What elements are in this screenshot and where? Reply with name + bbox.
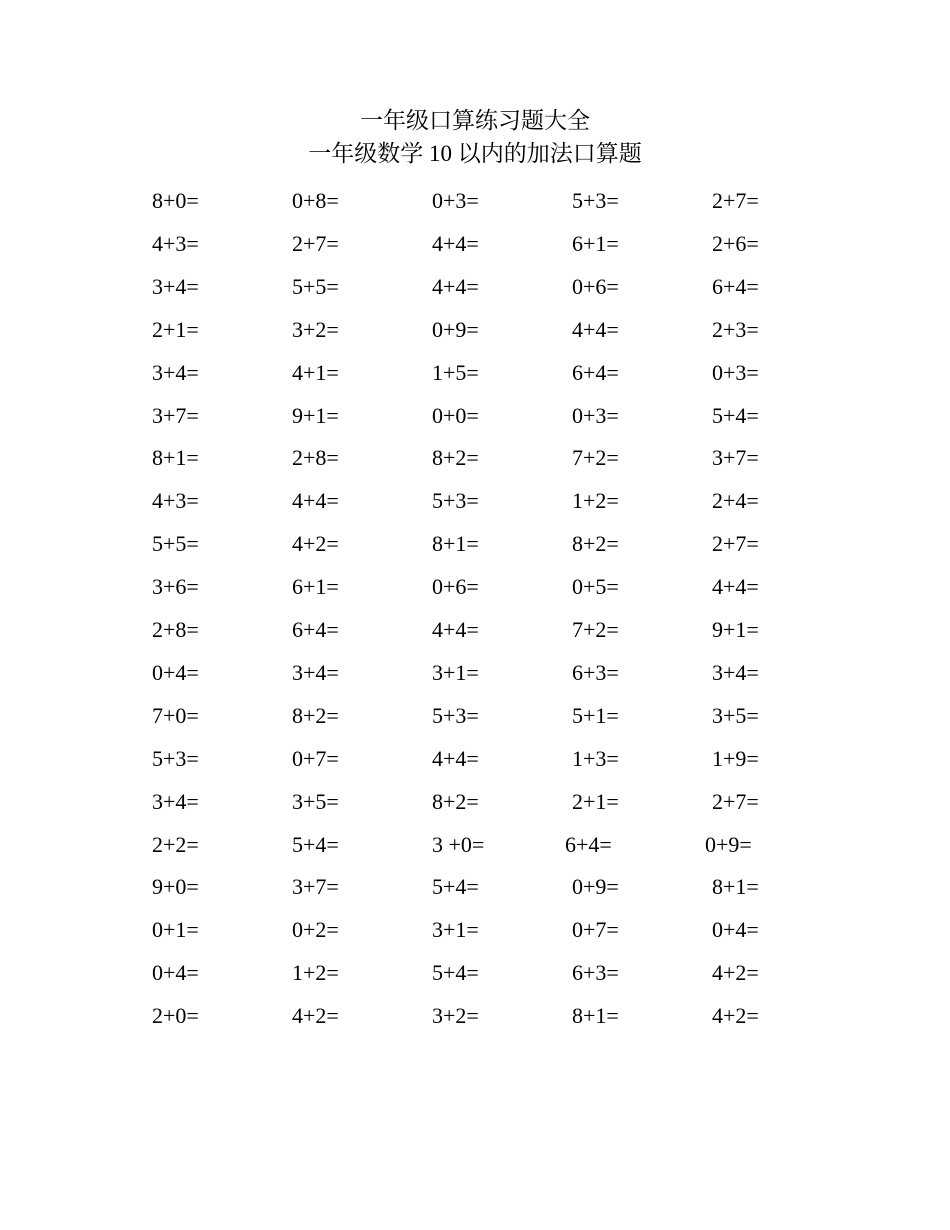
problem-item: 7+2=	[572, 617, 619, 642]
problem-item: 3+4=	[152, 359, 199, 385]
problem-item: 4+4=	[292, 488, 339, 514]
problem-item: 6+3=	[572, 960, 619, 986]
problem-item: 4+4=	[432, 745, 479, 771]
problem-item: 3+1=	[432, 917, 479, 943]
problem-item: 2+7=	[712, 788, 759, 814]
problem-item: 7+0=	[152, 702, 199, 728]
problem-item: 0+6=	[572, 273, 619, 299]
problem-item: 4+4=	[432, 617, 479, 642]
problem-item: 6+3=	[572, 659, 619, 685]
problem-item: 4+3=	[152, 488, 199, 514]
problem-item: 8+2=	[432, 788, 479, 814]
problem-item: 4+4=	[432, 230, 479, 256]
problem-item: 5+1=	[572, 702, 619, 728]
problem-item: 2+2=	[152, 831, 199, 857]
problem-item: 2+0=	[152, 1003, 199, 1029]
problem-item: 4+2=	[292, 1003, 339, 1029]
problem-item: 4+2=	[712, 960, 759, 986]
problem-item: 2+8=	[152, 617, 199, 642]
problem-item: 0+4=	[152, 960, 199, 986]
problem-item: 5+3=	[432, 702, 479, 728]
problem-item: 3+7=	[712, 445, 759, 471]
problem-item: 0+4=	[712, 917, 759, 943]
problem-item: 0+1=	[152, 917, 199, 943]
problem-item: 2+3=	[712, 316, 759, 342]
problem-item: 0+7=	[572, 917, 619, 943]
problem-item: 6+1=	[292, 574, 339, 600]
problem-item: 1+3=	[572, 745, 619, 771]
problem-item: 3+5=	[712, 702, 759, 728]
problem-item: 8+0=	[152, 188, 199, 213]
problem-item: 0+7=	[292, 745, 339, 771]
problem-item: 0+3=	[572, 402, 619, 428]
problem-item: 4+2=	[712, 1003, 759, 1029]
problem-item: 5+4=	[432, 874, 479, 900]
problem-item: 3+7=	[152, 402, 199, 428]
problem-item: 0+5=	[572, 574, 619, 600]
page-title: 一年级口算练习题大全	[360, 108, 590, 133]
problem-item: 8+1=	[712, 874, 759, 900]
problem-item: 2+7=	[712, 531, 759, 557]
problem-item: 3+7=	[292, 874, 339, 900]
problem-item: 3+2=	[432, 1003, 479, 1029]
problem-item: 8+2=	[572, 531, 619, 557]
page-subtitle: 一年级数学 10 以内的加法口算题	[308, 141, 642, 166]
problem-item: 4+4=	[432, 273, 479, 299]
problem-item: 6+4=	[565, 831, 612, 857]
problem-item: 5+5=	[152, 531, 199, 557]
problem-item: 5+5=	[292, 273, 339, 299]
problem-item: 0+8=	[292, 188, 339, 213]
problem-item: 0+6=	[432, 574, 479, 600]
problem-item: 6+4=	[292, 617, 339, 642]
problem-item: 8+1=	[572, 1003, 619, 1029]
problem-item: 4+4=	[712, 574, 759, 600]
problem-item: 3+4=	[712, 659, 759, 685]
problem-item: 1+2=	[572, 488, 619, 514]
problem-item: 9+1=	[712, 617, 759, 642]
problem-item: 3+4=	[152, 273, 199, 299]
problem-item: 4+2=	[292, 531, 339, 557]
problem-item: 3+5=	[292, 788, 339, 814]
problem-item: 2+4=	[712, 488, 759, 514]
problem-item: 3+1=	[432, 659, 479, 685]
problem-item: 5+4=	[292, 831, 339, 857]
problem-item: 4+4=	[572, 316, 619, 342]
problem-item: 6+1=	[572, 230, 619, 256]
problem-item: 8+1=	[152, 445, 199, 471]
problem-item: 2+1=	[152, 316, 199, 342]
problem-item: 1+9=	[712, 745, 759, 771]
problem-item: 0+0=	[432, 402, 479, 428]
problem-item: 5+4=	[712, 402, 759, 428]
problem-item: 0+9=	[705, 831, 752, 857]
problem-item: 7+2=	[572, 445, 619, 471]
problem-item: 8+1=	[432, 531, 479, 557]
problem-item: 3+6=	[152, 574, 199, 600]
problem-item: 3+2=	[292, 316, 339, 342]
problem-item: 1+5=	[432, 359, 479, 385]
problem-item: 5+4=	[432, 960, 479, 986]
problem-item: 6+4=	[572, 359, 619, 385]
problem-item: 2+7=	[712, 188, 759, 213]
problem-item: 3 +0=	[432, 831, 485, 857]
problem-item: 5+3=	[572, 188, 619, 213]
problem-item: 6+4=	[712, 273, 759, 299]
problem-item: 2+1=	[572, 788, 619, 814]
problem-item: 2+7=	[292, 230, 339, 256]
problem-item: 5+3=	[432, 488, 479, 514]
problem-item: 8+2=	[432, 445, 479, 471]
problem-item: 0+2=	[292, 917, 339, 943]
problem-item: 0+9=	[572, 874, 619, 900]
problem-item: 4+3=	[152, 230, 199, 256]
problem-item: 0+4=	[152, 659, 199, 685]
problem-item: 3+4=	[292, 659, 339, 685]
problem-item: 4+1=	[292, 359, 339, 385]
problem-item: 2+8=	[292, 445, 339, 471]
problem-item: 3+4=	[152, 788, 199, 814]
problem-item: 8+2=	[292, 702, 339, 728]
problem-item: 9+0=	[152, 874, 199, 900]
problem-item: 0+3=	[432, 188, 479, 213]
problem-item: 0+9=	[432, 316, 479, 342]
problem-item: 5+3=	[152, 745, 199, 771]
problem-item: 1+2=	[292, 960, 339, 986]
problem-item: 2+6=	[712, 230, 759, 256]
problem-item: 9+1=	[292, 402, 339, 428]
problem-item: 0+3=	[712, 359, 759, 385]
